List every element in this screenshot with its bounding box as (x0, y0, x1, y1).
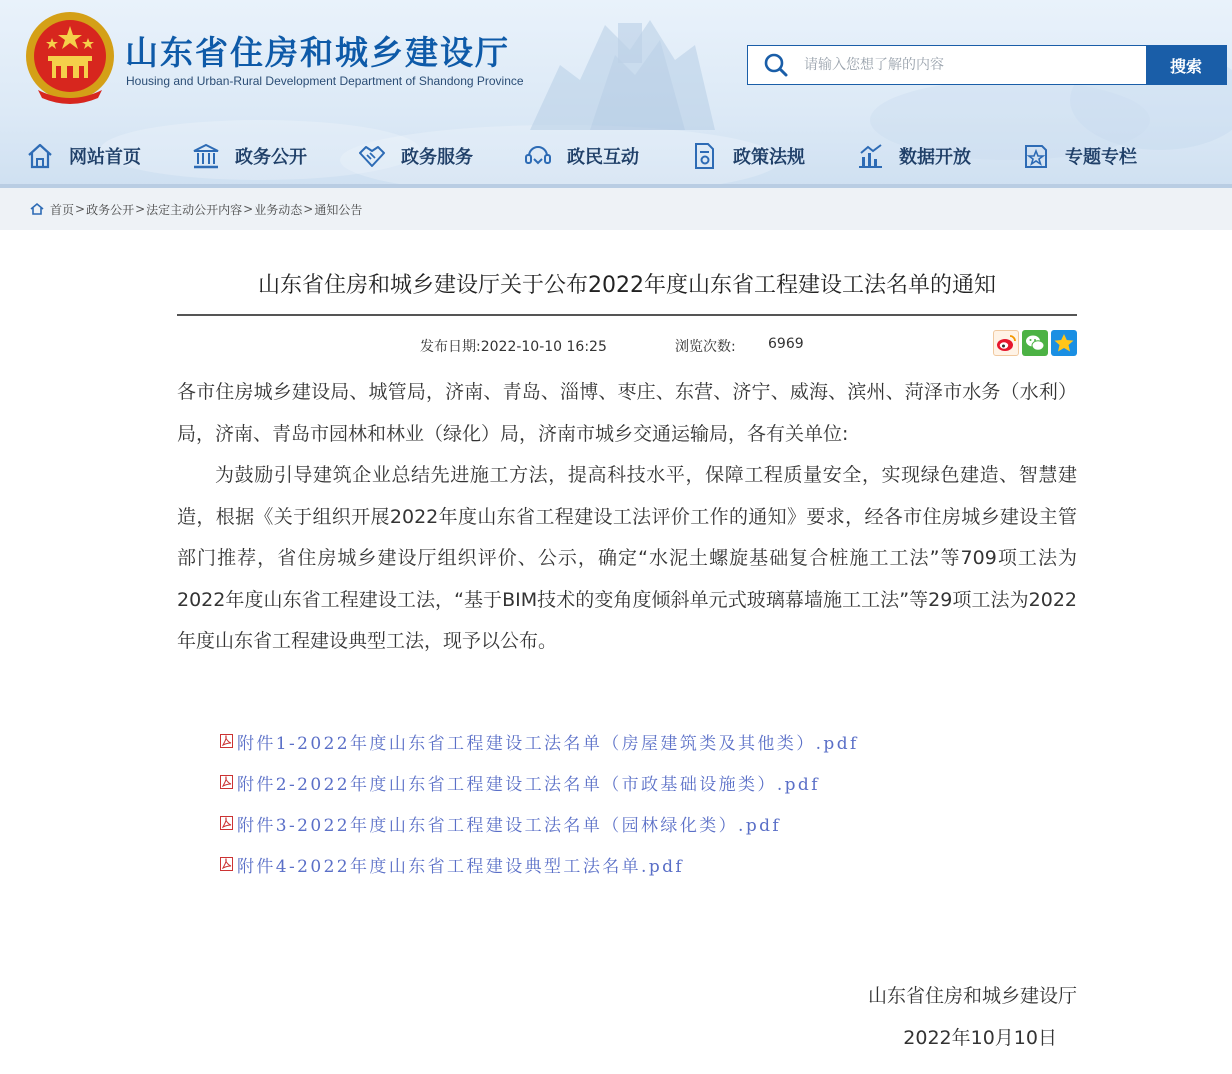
attachment-name: 附件1-2022年度山东省工程建设工法名单（房屋建筑类及其他类）.pdf (237, 733, 859, 754)
salutation: 各市住房城乡建设局、城管局，济南、青岛、淄博、枣庄、东营、济宁、威海、滨州、菏泽市水务（水利）局，济南、青岛市园林和林业（绿化）局，济南市城乡交通运输局，各有关单位: (177, 381, 1077, 445)
header-divider (0, 184, 1232, 188)
article (177, 230, 1077, 1074)
pdf-icon (219, 856, 235, 872)
breadcrumb-notices[interactable]: 通知公告 (314, 202, 363, 217)
breadcrumb-separator: > (75, 202, 86, 216)
attachment-link-2[interactable] (219, 762, 1077, 803)
publish-date: 发布日期:2022-10-10 16:25 (420, 339, 607, 355)
bar-chart-icon (855, 141, 885, 171)
search-button[interactable]: 搜索 (1146, 46, 1226, 84)
breadcrumb-home-icon (30, 202, 44, 216)
attachment-name: 附件2-2022年度山东省工程建设工法名单（市政基础设施类）.pdf (237, 774, 820, 795)
attachment-link-1[interactable] (219, 721, 1077, 762)
breadcrumb-separator: > (243, 202, 254, 216)
interaction-icon (523, 141, 553, 171)
nav-item-interaction[interactable] (523, 128, 639, 184)
nav-item-gov-services[interactable] (357, 128, 473, 184)
breadcrumb (0, 188, 1232, 230)
wechat-icon[interactable] (1022, 330, 1048, 356)
search-bar (747, 45, 1227, 85)
nav-label-interaction: 政民互动 (567, 147, 639, 168)
views-count: 6969 (768, 336, 804, 352)
nav-label-data: 数据开放 (899, 147, 971, 168)
nav-item-data[interactable] (855, 128, 971, 184)
views-label: 浏览次数: (675, 339, 736, 355)
pdf-icon (219, 774, 235, 790)
signature-block (177, 981, 1077, 1074)
nav-item-policy[interactable] (689, 128, 805, 184)
qzone-icon[interactable] (1051, 330, 1077, 356)
government-building-icon (191, 141, 221, 171)
main-nav (0, 128, 1232, 184)
site-header (0, 0, 1232, 188)
nav-item-home[interactable] (25, 128, 141, 184)
pdf-icon (219, 733, 235, 749)
national-emblem-icon (24, 10, 116, 106)
breadcrumb-business-news[interactable]: 业务动态 (254, 202, 303, 217)
signature-date: 2022年10月10日 (903, 1026, 1057, 1049)
breadcrumb-separator: > (303, 202, 314, 216)
article-meta (177, 316, 1077, 372)
nav-label-home: 网站首页 (69, 147, 141, 168)
article-body (177, 372, 1077, 663)
star-folder-icon (1021, 141, 1051, 171)
attachment-link-3[interactable] (219, 803, 1077, 844)
attachment-link-4[interactable] (219, 844, 1077, 885)
nav-label-gov-affairs: 政务公开 (235, 147, 307, 168)
document-icon (689, 141, 719, 171)
site-subtitle: Housing and Urban-Rural Development Department of Shandong Province (126, 74, 524, 88)
breadcrumb-separator: > (135, 202, 146, 216)
nav-label-gov-services: 政务服务 (401, 147, 473, 168)
site-title: 山东省住房和城乡建设厅 (125, 33, 510, 72)
mountain-decoration (520, 5, 720, 135)
nav-item-gov-affairs[interactable] (191, 128, 307, 184)
search-input[interactable] (804, 46, 1146, 84)
breadcrumb-statutory-disclosure[interactable]: 法定主动公开内容 (146, 202, 243, 217)
body-paragraph: 为鼓励引导建筑企业总结先进施工方法，提高科技水平，保障工程质量安全，实现绿色建造、智慧建造，根据《关于组织开展2022年度山东省工程建设工法评价工作的通知》要求，经各市住房城乡建设主管部门推荐，省住房城乡建设厅组织评价、公示，确定“水泥土螺旋基础复合桩施工工法”等709项工法为2022年度山东省工程建设工法，“基于BIM技术的变角度倾斜单元式玻璃幕墙施工工法”等29项工法为2022年度山东省工程建设典型工法，现予以公布。 (177, 464, 1077, 652)
pdf-icon (219, 815, 235, 831)
breadcrumb-gov-affairs[interactable]: 政务公开 (86, 202, 135, 217)
nav-label-policy: 政策法规 (733, 147, 805, 168)
share-buttons (993, 330, 1077, 356)
search-icon[interactable] (748, 46, 804, 84)
attachment-name: 附件4-2022年度山东省工程建设典型工法名单.pdf (237, 856, 685, 877)
weibo-icon[interactable] (993, 330, 1019, 356)
attachment-name: 附件3-2022年度山东省工程建设工法名单（园林绿化类）.pdf (237, 815, 782, 836)
nav-label-special: 专题专栏 (1065, 147, 1137, 168)
home-icon (25, 141, 55, 171)
attachment-list (177, 721, 1077, 885)
breadcrumb-home[interactable]: 首页 (50, 202, 75, 217)
signature-organization: 山东省住房和城乡建设厅 (867, 984, 1077, 1007)
nav-item-special[interactable] (1021, 128, 1137, 184)
handshake-icon (357, 141, 387, 171)
article-title: 山东省住房和城乡建设厅关于公布2022年度山东省工程建设工法名单的通知 (258, 273, 996, 298)
